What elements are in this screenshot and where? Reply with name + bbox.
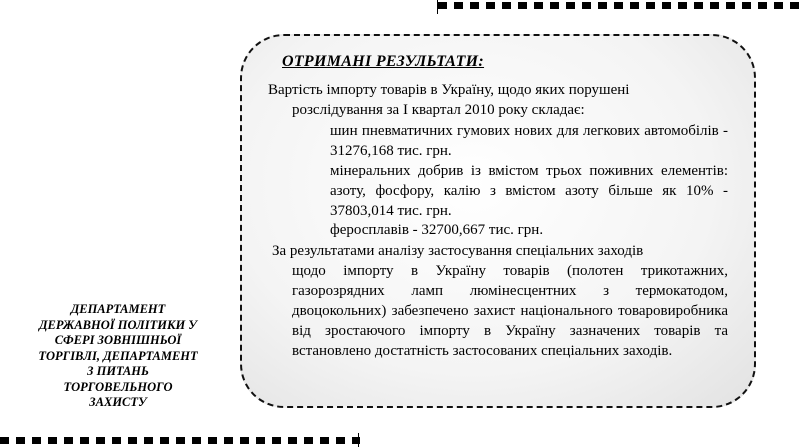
department-line: ДЕПАРТАМЕНТ <box>70 302 166 316</box>
department-line: ДЕРЖАВНОЇ ПОЛІТИКИ У <box>38 317 197 332</box>
department-line: ТОРГОВЕЛЬНОГО <box>63 379 173 394</box>
department-line: СФЕРІ ЗОВНІШНЬОЇ <box>54 333 182 347</box>
measures-line-rest: щодо імпорту в Україну товарів (полотен трикотажних, газорозрядних ламп люмінесцентних з термокатодом, двоцокольних) забезпечено захист національного товаровиробника від зростаючого імпорту в Україну зазначених товарів та встановлено достатність застосованих спеціальних заходів. <box>292 263 728 359</box>
department-line: ТОРГІВЛІ, ДЕПАРТАМЕНТ <box>38 348 198 363</box>
import-value-paragraph <box>268 80 728 120</box>
bottom-dashed-rule <box>0 437 360 444</box>
department-line: ЗАХИСТУ <box>89 395 147 409</box>
list-item-ferroalloys: феросплавів - 32700,667 тис. грн. <box>330 222 544 238</box>
list-item-tires: шин пневматичних гумових нових для легкових автомобілів - 31276,168 тис. грн. <box>330 123 728 159</box>
department-line: З ПИТАНЬ <box>87 364 149 378</box>
measures-paragraph <box>272 241 728 361</box>
top-divider-line <box>437 0 438 14</box>
measures-line-1: За результатами аналізу застосування спеціальних заходів <box>272 243 644 259</box>
results-heading: ОТРИМАНІ РЕЗУЛЬТАТИ: <box>282 53 485 70</box>
import-value-line-2: розслідування за І квартал 2010 року складає: <box>292 102 585 118</box>
top-dashed-rule <box>438 2 799 9</box>
bottom-divider-line <box>358 433 359 447</box>
list-item-fertilizers: мінеральних добрив із вмістом трьох поживних елементів: азоту, фосфору, калію з вмістом азоту більше як 10% - 37803,014 тис. грн. <box>330 163 728 219</box>
department-caption <box>22 302 214 411</box>
import-value-line-1: Вартість імпорту товарів в Україну, щодо яких порушені <box>268 82 630 98</box>
